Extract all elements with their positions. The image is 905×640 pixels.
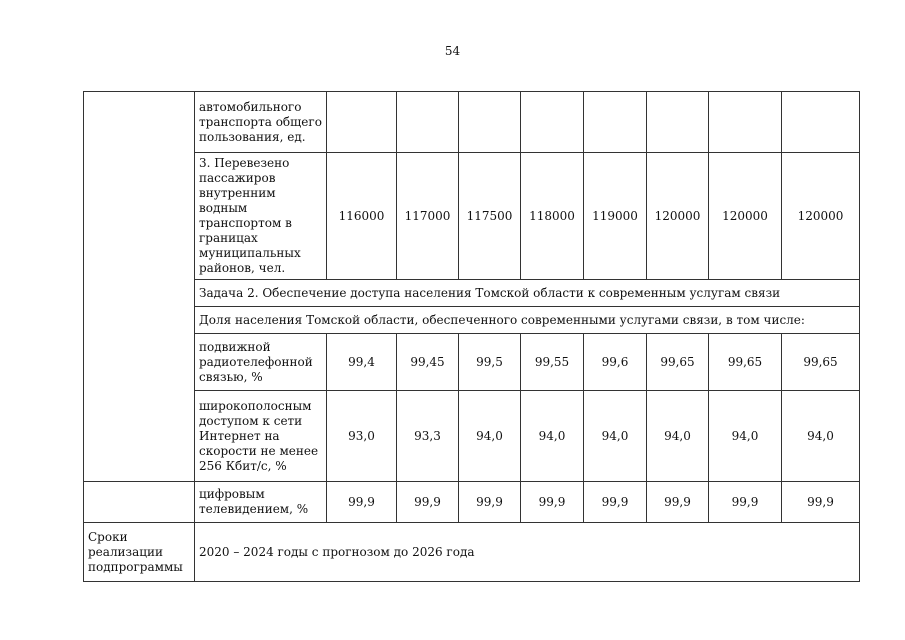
table-cell: 94,0: [647, 391, 709, 482]
table-cell: 120000: [647, 153, 709, 280]
table-cell: [459, 92, 521, 153]
task-heading: Задача 2. Обеспечение доступа населения Томской области к современным услугам связи: [195, 280, 860, 307]
table-cell: 94,0: [709, 391, 782, 482]
table-row: [84, 334, 860, 391]
table-cell: [397, 92, 459, 153]
table-cell: [782, 92, 860, 153]
table-cell: 118000: [521, 153, 584, 280]
table-cell: [709, 92, 782, 153]
table-cell: 117000: [397, 153, 459, 280]
table-cell: [521, 92, 584, 153]
row-label: автомобильного транспорта общего пользования, ед.: [195, 92, 327, 153]
table-cell: 119000: [584, 153, 647, 280]
table-cell: 99,9: [521, 482, 584, 523]
table-cell: 99,9: [782, 482, 860, 523]
table-cell: 99,9: [647, 482, 709, 523]
table-cell: 116000: [327, 153, 397, 280]
left-merged-cell: [84, 92, 195, 482]
section-heading: Доля населения Томской области, обеспеченного современными услугами связи, в том числе:: [195, 307, 860, 334]
table-cell: 93,0: [327, 391, 397, 482]
terms-value: 2020 – 2024 годы с прогнозом до 2026 года: [195, 523, 860, 582]
row-label: цифровым телевидением, %: [195, 482, 327, 523]
table-cell: 93,3: [397, 391, 459, 482]
table-row: [84, 153, 860, 280]
table-cell: 99,9: [459, 482, 521, 523]
table-cell: 94,0: [459, 391, 521, 482]
table-cell: 99,9: [709, 482, 782, 523]
table-cell: 99,9: [584, 482, 647, 523]
table-cell: 94,0: [584, 391, 647, 482]
table-cell: 99,4: [327, 334, 397, 391]
table-row: [84, 391, 860, 482]
table-cell: 117500: [459, 153, 521, 280]
table-cell: 99,65: [782, 334, 860, 391]
terms-label: Сроки реализации подпрограммы: [84, 523, 195, 582]
table-row: [84, 307, 860, 334]
table-cell: [584, 92, 647, 153]
table-row: [84, 523, 860, 582]
table-cell: 94,0: [521, 391, 584, 482]
table-cell: 99,55: [521, 334, 584, 391]
table-row: [84, 482, 860, 523]
table-cell: 120000: [709, 153, 782, 280]
row-label: 3. Перевезено пассажиров внутренним водным транспортом в границах муниципальных районов, чел.: [195, 153, 327, 280]
indicators-table: [83, 91, 860, 582]
table-cell: 99,9: [327, 482, 397, 523]
table-cell: [327, 92, 397, 153]
table-cell: 99,45: [397, 334, 459, 391]
table-cell: 99,65: [647, 334, 709, 391]
table-row: [84, 280, 860, 307]
table-cell: [647, 92, 709, 153]
left-merged-cell-continued: [84, 482, 195, 523]
row-label: широкополосным доступом к сети Интернет на скорости не менее 256 Кбит/с, %: [195, 391, 327, 482]
page-number: 54: [444, 44, 461, 58]
table-cell: 99,9: [397, 482, 459, 523]
row-label: подвижной радиотелефонной связью, %: [195, 334, 327, 391]
table-cell: 99,5: [459, 334, 521, 391]
table-cell: 99,65: [709, 334, 782, 391]
table-cell: 120000: [782, 153, 860, 280]
table-cell: 99,6: [584, 334, 647, 391]
table-row: [84, 92, 860, 153]
table-cell: 94,0: [782, 391, 860, 482]
